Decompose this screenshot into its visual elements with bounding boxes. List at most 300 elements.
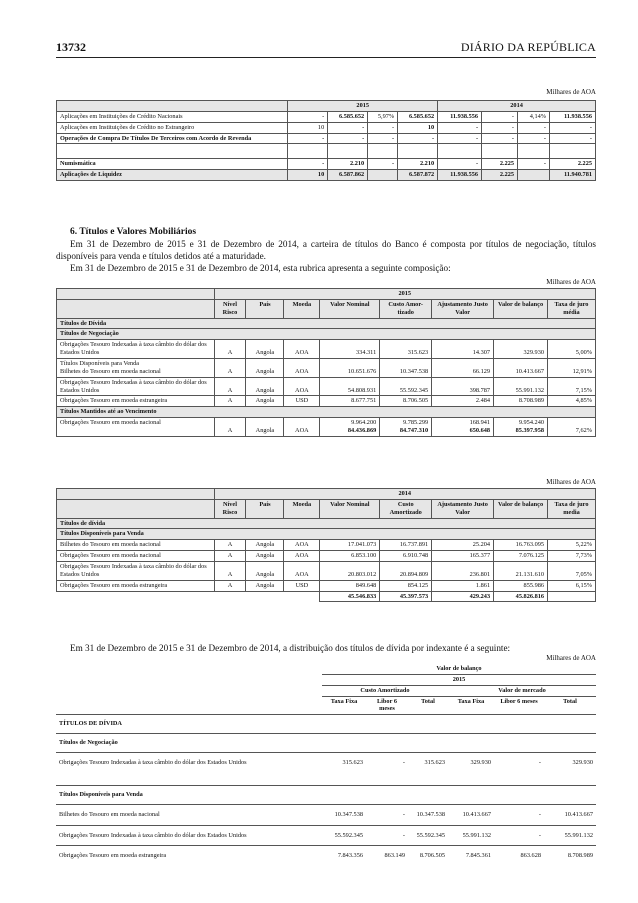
value: 165.377 <box>469 552 491 560</box>
value: 16.763.095 <box>515 541 545 549</box>
column-header: Custo Amor-tizado <box>380 299 432 318</box>
row-label: Obrigações Tesouro em moeda estrangeira <box>57 580 215 591</box>
value: Angola <box>255 552 275 560</box>
paragraph-3: Em 31 de Dezembro de 2015 e 31 de Dezembro de 2014, a distribuição dos títulos de dívida por indexante é a seguinte: <box>70 643 511 653</box>
value: A <box>227 397 233 405</box>
column-header: Ajustamento Justo Valor <box>432 499 494 518</box>
value: Angola <box>255 386 275 394</box>
value-cell: - <box>494 753 544 773</box>
section-title: 6. Títulos e Valores Mobiliários <box>70 227 197 237</box>
column-header: Ajustamento Justo Valor <box>432 299 494 318</box>
value: Angola <box>255 541 275 549</box>
table-row <box>57 396 596 407</box>
section-heading-row <box>57 329 596 340</box>
value: A <box>227 581 233 589</box>
value-cell <box>246 340 284 359</box>
value-cell: 2.210 <box>328 159 368 170</box>
value-cell <box>328 144 368 159</box>
row-heading: Títulos Disponíveis para Venda <box>56 785 596 804</box>
row-label: Aplicações de Liquidez <box>57 170 288 181</box>
value-cell <box>482 144 518 159</box>
value-cell <box>320 359 380 378</box>
value-cell <box>214 340 246 359</box>
value-cell <box>432 562 494 581</box>
table-row <box>57 159 596 170</box>
column-header: Nível Risco <box>214 499 246 518</box>
value-cell <box>548 377 596 396</box>
table-row <box>56 753 596 773</box>
value-cell <box>284 562 320 581</box>
value-cell: - <box>549 122 595 133</box>
value-cell <box>548 418 596 437</box>
row-label: Numismática <box>57 159 288 170</box>
value: 54.808.931 <box>347 386 377 394</box>
value-cell: - <box>368 133 398 144</box>
value-cell <box>246 418 284 437</box>
value: AOA <box>295 349 309 357</box>
value: 21.131.610 <box>515 570 545 578</box>
spacer-cell <box>56 773 596 786</box>
value: AOA <box>295 570 309 578</box>
value-cell <box>494 359 548 378</box>
table-row <box>57 377 596 396</box>
value: A <box>227 552 233 560</box>
row-label: Obrigações Tesouro Indexadas à taxa câmbio do dólar dos Estados Unidos <box>56 825 322 846</box>
value: 6.910.748 <box>403 552 429 560</box>
value-cell: - <box>518 133 550 144</box>
year-header: 2015 <box>214 289 595 300</box>
value-cell <box>380 562 432 581</box>
column-header: Libor 6 meses <box>494 696 544 715</box>
column-header: Taxa de juro média <box>548 299 596 318</box>
column-header: Custo Amortizado <box>380 499 432 518</box>
value: 7,05% <box>575 570 592 578</box>
value: 7,73% <box>575 552 592 560</box>
value-cell: 8.706.505 <box>408 846 448 866</box>
row-heading: Títulos Disponíveis para Venda <box>57 529 596 540</box>
value-cell <box>320 396 380 407</box>
value-cell: 10.347.538 <box>322 804 366 825</box>
value-cell <box>494 540 548 551</box>
value-cell <box>284 340 320 359</box>
total-value: 429.243 <box>432 591 494 602</box>
value: 20.894.809 <box>399 570 429 578</box>
value-cell: 329.930 <box>544 753 596 773</box>
row-label: Obrigações Tesouro Indexadas à taxa câmbio do dólar dos Estados Unidos <box>57 562 215 581</box>
header-cell-empty <box>57 101 288 112</box>
column-header: Total <box>544 696 596 715</box>
group-header-amortized: Custo Amortizado <box>322 685 448 696</box>
value: 7.076.125 <box>518 552 545 560</box>
column-header: País <box>246 499 284 518</box>
value-cell: 11.940.781 <box>549 170 595 181</box>
value-cell: 2.225 <box>482 170 518 181</box>
section-heading-row <box>57 407 596 418</box>
page-header <box>56 40 596 60</box>
value-cell <box>380 580 432 591</box>
value: 5,22% <box>575 541 592 549</box>
value-cell: 11.938.556 <box>438 170 482 181</box>
value-cell <box>320 418 380 437</box>
value-cell: - <box>518 122 550 133</box>
value-cell <box>549 144 595 159</box>
value-cell <box>438 144 482 159</box>
value-cell: - <box>549 133 595 144</box>
value-cell <box>320 580 380 591</box>
row-label: Aplicações em Instituições de Crédito Nacionais <box>57 111 288 122</box>
value: 55.991.132 <box>515 386 544 394</box>
value-cell: 863.628 <box>494 846 544 866</box>
value-cell <box>246 396 284 407</box>
value: 398.787 <box>469 386 491 394</box>
row-label: Obrigações Tesouro em moeda nacional <box>57 418 215 437</box>
column-header: Valor de balanço <box>494 299 548 318</box>
header-cell-empty <box>57 299 215 318</box>
section-6 <box>56 226 596 274</box>
value-cell <box>284 359 320 378</box>
row-label: Bilhetes do Tesouro em moeda nacional <box>56 804 322 825</box>
value-cell <box>288 144 328 159</box>
value-cell <box>246 377 284 396</box>
value: AOA <box>295 552 309 560</box>
value-cell <box>214 359 246 378</box>
value: AOA <box>295 367 309 375</box>
header-cell-empty <box>56 685 322 696</box>
value-cell: - <box>368 159 398 170</box>
value: 4,85% <box>575 397 592 405</box>
value-cell: 10.413.667 <box>544 804 596 825</box>
value: 9.785.299 <box>402 419 429 427</box>
column-header: Moeda <box>284 299 320 318</box>
value-cell <box>432 418 494 437</box>
column-header: Moeda <box>284 499 320 518</box>
column-header: Taxa de juro media <box>548 499 596 518</box>
value-cell <box>432 396 494 407</box>
value-cell <box>320 540 380 551</box>
value: 7,15% <box>575 386 592 394</box>
value: A <box>227 541 233 549</box>
column-header: Valor Nominal <box>320 299 380 318</box>
value-cell <box>368 144 398 159</box>
value-cell: 7.845.361 <box>448 846 494 866</box>
securities-2014-table <box>56 488 596 602</box>
row-label: Obrigações Tesouro Indexadas à taxa câmbio do dólar dos Estados Unidos <box>57 377 215 396</box>
value-cell: 5,97% <box>368 111 398 122</box>
value-cell <box>246 540 284 551</box>
header-cell-empty <box>57 489 215 500</box>
value-cell: 8.708.989 <box>544 846 596 866</box>
column-header: Valor de balanço <box>494 499 548 518</box>
header-rule <box>56 57 596 58</box>
total-value: 84.436.869 <box>347 427 377 435</box>
value: 8.706.505 <box>402 397 429 405</box>
column-header: País <box>246 299 284 318</box>
value: 66.129 <box>472 367 491 375</box>
row-heading: TÍTULOS DE DÍVIDA <box>56 715 596 734</box>
value-cell: 7.843.356 <box>322 846 366 866</box>
total-value: 650.648 <box>469 427 491 435</box>
value: 16.737.891 <box>399 541 429 549</box>
value-cell: - <box>366 753 408 773</box>
row-label: Obrigações Tesouro em moeda nacional <box>57 551 215 562</box>
value-cell: - <box>494 804 544 825</box>
value-cell <box>214 562 246 581</box>
value-cell <box>246 551 284 562</box>
value: 855.986 <box>523 581 545 589</box>
value: Angola <box>255 570 275 578</box>
value-cell: 10.347.538 <box>408 804 448 825</box>
section-heading-row <box>57 518 596 529</box>
value-cell <box>284 551 320 562</box>
total-value: 45.397.573 <box>380 591 432 602</box>
value-cell <box>214 551 246 562</box>
value-cell: 10 <box>398 122 438 133</box>
value-cell <box>432 377 494 396</box>
total-value: 45.826.816 <box>494 591 548 602</box>
value-cell: - <box>438 122 482 133</box>
paragraph-1: Em 31 de Dezembro de 2015 e 31 de Dezembro de 2014, a carteira de títulos do Banco é composta por títulos de negociação, títulos disponíveis para venda e títulos detidos até a maturidade. <box>56 239 596 261</box>
table-row <box>57 122 596 133</box>
row-label: Operações de Compra De Títulos De Terceiros com Acordo de Revenda <box>57 133 288 144</box>
value: 315.623 <box>407 349 429 357</box>
row-heading: Títulos de Negociação <box>56 734 596 753</box>
index-distribution-table <box>56 664 596 866</box>
value-cell: - <box>288 133 328 144</box>
table-row <box>57 540 596 551</box>
column-header: Total <box>408 696 448 715</box>
value: 55.592.345 <box>399 386 429 394</box>
year-header-2014: 2014 <box>438 101 596 112</box>
value-cell <box>320 551 380 562</box>
value-cell: 10 <box>288 122 328 133</box>
value: 849.648 <box>355 581 377 589</box>
value-cell <box>548 540 596 551</box>
value-cell <box>380 540 432 551</box>
table-row <box>56 846 596 866</box>
value: 9.964.200 <box>351 419 377 427</box>
column-header: Taxa Fixa <box>322 696 366 715</box>
row-heading: Títulos Mantidos até ao Vencimento <box>57 407 596 418</box>
value-cell <box>398 144 438 159</box>
section-heading-row <box>56 785 596 804</box>
value-cell: - <box>482 133 518 144</box>
value-cell: 10.413.667 <box>448 804 494 825</box>
value: 12,91% <box>572 367 592 375</box>
value-cell <box>548 340 596 359</box>
row-label: Obrigações Tesouro Indexadas à taxa câmbio do dólar dos Estados Unidos <box>56 753 322 773</box>
value: 10.651.676 <box>347 367 377 375</box>
value-cell: 6.585.652 <box>328 111 368 122</box>
value: AOA <box>295 427 309 435</box>
row-label: Obrigações Tesouro Indexadas à taxa câmbio do dólar dos Estados Unidos <box>57 340 215 359</box>
journal-title: DIÁRIO DA REPÚBLICA <box>460 40 596 54</box>
value-cell: 863.149 <box>366 846 408 866</box>
value: 14.307 <box>472 349 491 357</box>
value-cell: 6.587.872 <box>398 170 438 181</box>
value-cell: - <box>438 133 482 144</box>
value-cell <box>494 562 548 581</box>
value-cell: - <box>438 159 482 170</box>
table4-top-header: Valor de balanço <box>322 664 596 674</box>
value: 8.708.989 <box>518 397 544 405</box>
header-cell-empty <box>57 499 215 518</box>
value-cell: - <box>398 133 438 144</box>
value-cell <box>320 562 380 581</box>
total-value: 85.397.958 <box>515 427 544 435</box>
value-cell: 55.991.132 <box>448 825 494 846</box>
value-cell: 6.587.862 <box>328 170 368 181</box>
value-cell <box>246 359 284 378</box>
value-cell <box>432 359 494 378</box>
section-heading-row <box>56 734 596 753</box>
value-cell <box>548 396 596 407</box>
value: AOA <box>295 386 309 394</box>
value: 854.125 <box>407 581 429 589</box>
value-cell <box>380 340 432 359</box>
section-heading-row <box>56 715 596 734</box>
value: 10.347.538 <box>399 367 429 375</box>
value: A <box>227 386 233 394</box>
table-row <box>57 580 596 591</box>
section-heading-row <box>57 318 596 329</box>
table-row <box>57 133 596 144</box>
value-cell: 55.592.345 <box>322 825 366 846</box>
value-cell <box>494 551 548 562</box>
liquidity-table <box>56 100 596 181</box>
value-cell <box>284 377 320 396</box>
table4-year-header: 2015 <box>322 674 596 685</box>
value-cell: 2.225 <box>549 159 595 170</box>
paragraph-2: Em 31 de Dezembro de 2015 e 31 de Dezembro de 2014, esta rubrica apresenta a seguinte composição: <box>70 263 451 273</box>
value-cell <box>284 540 320 551</box>
totals-spacer <box>57 591 320 602</box>
value: USD <box>295 397 309 405</box>
row-heading: Títulos de dívida <box>57 518 596 529</box>
value: 236.801 <box>469 570 491 578</box>
value-cell: 329.930 <box>448 753 494 773</box>
value: A <box>227 427 233 435</box>
value-cell <box>380 418 432 437</box>
row-label: Obrigações Tesouro em moeda estrangeira <box>56 846 322 866</box>
value-cell: - <box>288 159 328 170</box>
value-cell <box>432 551 494 562</box>
value-cell: 2.210 <box>398 159 438 170</box>
year-header: 2014 <box>214 489 595 500</box>
value-cell <box>214 418 246 437</box>
value: Angola <box>255 581 275 589</box>
section-heading-row <box>57 529 596 540</box>
total-value: 84.747.310 <box>399 427 429 435</box>
value: 5,00% <box>575 349 592 357</box>
value: USD <box>295 581 309 589</box>
value-cell: 4,14% <box>518 111 550 122</box>
value: 334.311 <box>356 349 377 357</box>
value-cell: 55.592.345 <box>408 825 448 846</box>
value-cell <box>548 580 596 591</box>
value-cell <box>214 580 246 591</box>
table-row <box>57 170 596 181</box>
row-heading: Títulos de Negociação <box>57 329 596 340</box>
column-header: Libor 6 meses <box>366 696 408 715</box>
value-cell: 315.623 <box>408 753 448 773</box>
header-cell-empty <box>57 289 215 300</box>
totals-row <box>57 591 596 602</box>
totals-spacer <box>548 591 596 602</box>
table-row <box>57 551 596 562</box>
header-cell-empty <box>56 696 322 715</box>
column-header: Valor Nominal <box>320 499 380 518</box>
value-cell <box>494 396 548 407</box>
header-cell-empty <box>56 664 322 674</box>
value-cell <box>368 170 398 181</box>
value-cell <box>284 396 320 407</box>
table-row <box>57 144 596 159</box>
value: 2.484 <box>475 397 491 405</box>
value-cell <box>284 418 320 437</box>
header-cell-empty <box>56 674 322 685</box>
value-cell: - <box>328 122 368 133</box>
unit-label-3: Milhares de AOA <box>546 478 596 486</box>
value-cell: 11.938.556 <box>549 111 595 122</box>
table-row <box>57 359 596 378</box>
value-cell: - <box>518 159 550 170</box>
unit-label: Milhares de AOA <box>546 88 596 96</box>
value-cell <box>380 377 432 396</box>
value: A <box>227 349 233 357</box>
value: 1.861 <box>475 581 491 589</box>
value-cell: 2.225 <box>482 159 518 170</box>
value-cell <box>494 340 548 359</box>
value-cell <box>494 377 548 396</box>
value: 168.941 <box>469 419 491 427</box>
table-row <box>57 418 596 437</box>
value-cell: - <box>482 111 518 122</box>
value: 20.803.012 <box>347 570 377 578</box>
value-cell: - <box>482 122 518 133</box>
value-cell: 11.938.556 <box>438 111 482 122</box>
value-cell <box>246 580 284 591</box>
value: 9.954.240 <box>518 419 544 427</box>
value-cell: 55.991.132 <box>544 825 596 846</box>
value-cell: - <box>328 133 368 144</box>
value: A <box>227 367 233 375</box>
value: 17.041.073 <box>347 541 377 549</box>
value: Angola <box>255 367 275 375</box>
table-row <box>56 804 596 825</box>
value: Angola <box>255 397 275 405</box>
value-cell <box>246 562 284 581</box>
value: 25.204 <box>472 541 491 549</box>
column-header: Nível Risco <box>214 299 246 318</box>
value: 6.853.100 <box>351 552 377 560</box>
value-cell <box>548 359 596 378</box>
value-cell <box>432 540 494 551</box>
value-cell <box>214 377 246 396</box>
row-label: Obrigações Tesouro em moeda estrangeira <box>57 396 215 407</box>
value: 329.930 <box>523 349 544 357</box>
value-cell <box>380 396 432 407</box>
value: Angola <box>255 349 275 357</box>
value: 8.677.751 <box>351 397 377 405</box>
group-header-market: Valor de mercado <box>448 685 596 696</box>
value-cell <box>518 144 550 159</box>
value: Angola <box>255 427 275 435</box>
value-cell: - <box>494 825 544 846</box>
row-label <box>57 144 288 159</box>
value: 6,15% <box>575 581 592 589</box>
table-row <box>57 562 596 581</box>
value-cell <box>432 340 494 359</box>
